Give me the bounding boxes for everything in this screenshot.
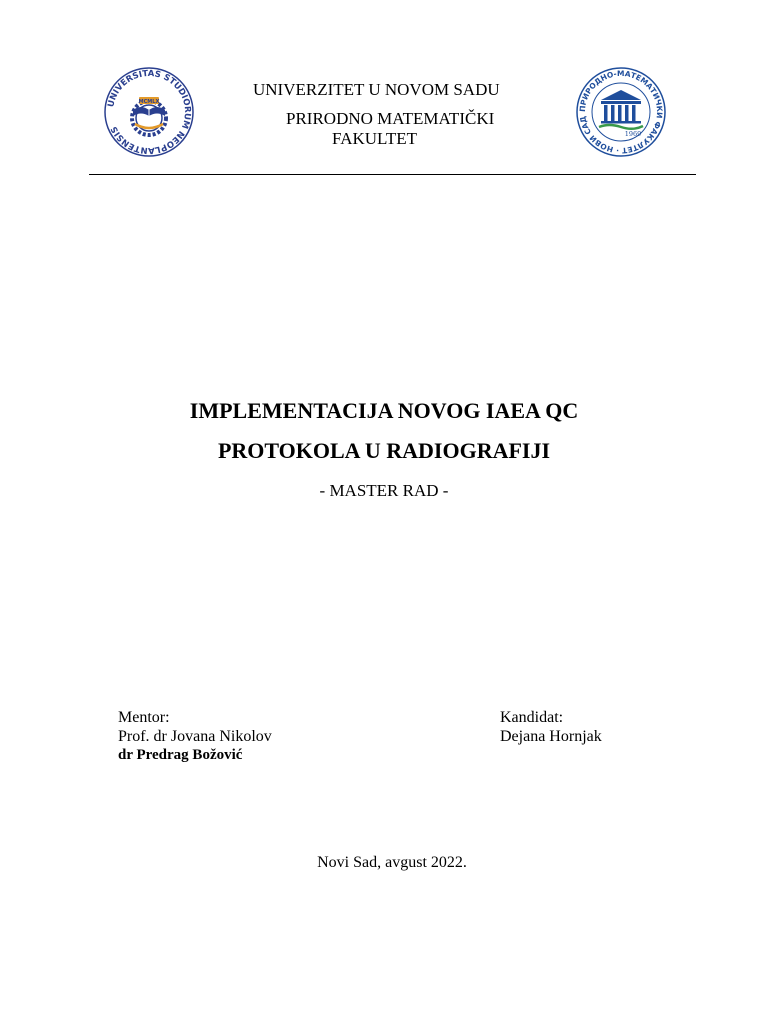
candidate-name: Dejana Hornjak bbox=[500, 728, 602, 745]
mentor-name-1: Prof. dr Jovana Nikolov bbox=[118, 728, 272, 745]
place-and-date: Novi Sad, avgust 2022. bbox=[317, 854, 467, 871]
faculty-logo bbox=[575, 66, 667, 158]
university-logo-inner-text: MCMLX bbox=[138, 99, 160, 105]
university-logo-ring-text: UNIVERSITAS STUDIORUM NEOPLANTENSIS bbox=[106, 68, 193, 156]
faculty-logo-ring-text: ПРИРОДНО-МАТЕМАТИЧКИ ФАКУЛТЕТ · НОВИ САД bbox=[577, 68, 665, 156]
faculty-logo-year: 1969 bbox=[624, 130, 642, 138]
mentor-name-2: dr Predrag Božović bbox=[118, 747, 243, 763]
candidate-label: Kandidat: bbox=[500, 709, 564, 726]
mentor-label: Mentor: bbox=[118, 709, 170, 726]
thesis-title-line1: IMPLEMENTACIJA NOVOG IAEA QC bbox=[189, 398, 579, 423]
thesis-title-line2: PROTOKOLA U RADIOGRAFIJI bbox=[217, 438, 551, 463]
thesis-type: - MASTER RAD - bbox=[319, 481, 449, 500]
header-divider bbox=[89, 174, 696, 175]
faculty-name-line1: PRIRODNO MATEMATIČKI bbox=[286, 109, 495, 128]
gear-icon bbox=[132, 101, 166, 135]
building-icon bbox=[601, 90, 641, 124]
university-name: UNIVERZITET U NOVOM SADU bbox=[253, 80, 500, 99]
faculty-name-line2: FAKULTET bbox=[332, 129, 417, 148]
university-logo bbox=[103, 66, 195, 158]
wave-icon bbox=[599, 125, 643, 129]
